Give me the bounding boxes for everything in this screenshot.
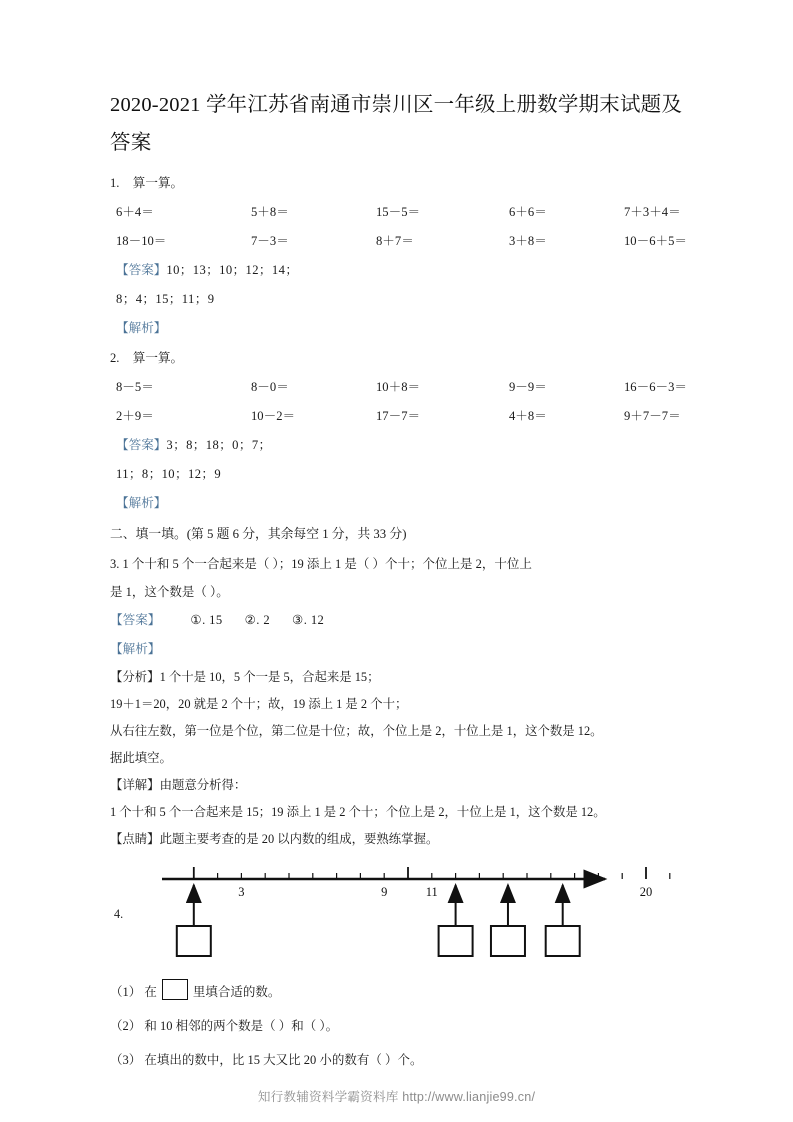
question-1-row-1 bbox=[110, 198, 690, 227]
calc-expression: 9＋7－7＝ bbox=[624, 409, 681, 423]
calc-expression: 8＋7＝ bbox=[376, 234, 414, 248]
axis-ticks bbox=[194, 867, 670, 879]
calc-expression: 6＋6＝ bbox=[509, 205, 547, 219]
answer-box[interactable] bbox=[546, 926, 580, 956]
calc-expression: 8－5＝ bbox=[116, 380, 154, 394]
fenxi-text: 1 个十是 10，5 个一是 5，合起来是 15； bbox=[159, 670, 380, 684]
answer-box[interactable] bbox=[439, 926, 473, 956]
question-block-2 bbox=[110, 343, 690, 518]
question-3-text-1: 1 个十和 5 个一合起来是（ ）；19 添上 1 是（ ）个十；个位上是 2，十位上 bbox=[122, 557, 532, 571]
calc-expression: 18－10＝ bbox=[116, 234, 167, 248]
xiangjie-line-1 bbox=[110, 772, 690, 799]
calc-expression: 3＋8＝ bbox=[509, 234, 547, 248]
question-3-dianjing-line bbox=[110, 826, 690, 853]
question-3-line-2: 是 1，这个数是（ ）。 bbox=[110, 585, 229, 599]
axis-tick-labels bbox=[238, 885, 652, 899]
question-2-header bbox=[110, 343, 690, 373]
answer-box[interactable] bbox=[177, 926, 211, 956]
question-block-3 bbox=[110, 550, 690, 853]
question-1-header bbox=[110, 168, 690, 198]
xiangjie-line-2: 1 个十和 5 个一合起来是 15；19 添上 1 是 2 个十；个位上是 2，十位上是 1，这个数是 12。 bbox=[110, 805, 606, 819]
number-line-diagram bbox=[150, 863, 653, 975]
calc-expression: 8－0＝ bbox=[251, 380, 289, 394]
question-4-sub-2 bbox=[110, 1009, 690, 1043]
question-1-answer-line-1 bbox=[110, 256, 690, 285]
calc-expression: 15－5＝ bbox=[376, 205, 421, 219]
question-3-number: 3. bbox=[110, 557, 120, 571]
calc-expression: 10－2＝ bbox=[251, 409, 296, 423]
answer-values: 3；8；18；0；7； bbox=[166, 438, 272, 452]
analysis-label: 【解析】 bbox=[116, 321, 167, 335]
dianjing-label: 【点睛】 bbox=[110, 832, 160, 846]
calc-expression: 7－3＝ bbox=[251, 234, 289, 248]
answer-box[interactable] bbox=[491, 926, 525, 956]
fenxi-line-1 bbox=[110, 664, 690, 691]
question-2-answer-line-1 bbox=[110, 431, 690, 460]
axis-tick-label: 3 bbox=[238, 885, 245, 899]
axis-tick-label: 9 bbox=[381, 885, 388, 899]
answer-item-2: ②. 2 bbox=[244, 613, 271, 627]
question-2-number: 2. bbox=[110, 351, 120, 365]
question-2-analysis-line bbox=[110, 489, 690, 518]
answer-arrows bbox=[194, 885, 563, 926]
analysis-label: 【解析】 bbox=[110, 642, 161, 656]
document-content bbox=[110, 86, 690, 1077]
calc-expression: 10＋8＝ bbox=[376, 380, 421, 394]
question-4-sub-1 bbox=[110, 975, 690, 1009]
answer-item-3: ③. 12 bbox=[292, 613, 325, 627]
answer-box-icon bbox=[162, 979, 188, 1000]
calc-expression: 5＋8＝ bbox=[251, 205, 289, 219]
question-2-answer-line-2 bbox=[110, 460, 690, 489]
analysis-label: 【解析】 bbox=[116, 496, 167, 510]
calc-expression: 6＋4＝ bbox=[116, 205, 154, 219]
question-1-answer-line-2 bbox=[110, 285, 690, 314]
calc-expression: 2＋9＝ bbox=[116, 409, 154, 423]
question-2-row-2 bbox=[110, 402, 690, 431]
calc-expression: 17－7＝ bbox=[376, 409, 421, 423]
fenxi-line-4: 据此填空。 bbox=[110, 751, 172, 765]
fenxi-label: 【分析】 bbox=[110, 670, 160, 684]
sub-2-id: （2） bbox=[110, 1019, 142, 1033]
fenxi-line-3: 从右往左数，第一位是个位，第二位是十位；故，个位上是 2，十位上是 1，这个数是 12。 bbox=[110, 724, 603, 738]
answer-boxes bbox=[177, 926, 580, 956]
question-1-prompt: 算一算。 bbox=[132, 176, 184, 190]
answer-item-1: ①. 15 bbox=[190, 613, 223, 627]
xiangjie-text: 由题意分析得： bbox=[159, 778, 247, 792]
sub-3-text: 在填出的数中，比 15 大又比 20 小的数有（ ）个。 bbox=[144, 1053, 423, 1067]
xiangjie-label: 【详解】 bbox=[110, 778, 160, 792]
sub-1-after: 里填合适的数。 bbox=[192, 985, 281, 999]
dianjing-text: 此题主要考查的是 20 以内数的组成，要熟练掌握。 bbox=[159, 832, 439, 846]
sub-3-id: （3） bbox=[110, 1053, 142, 1067]
question-1-row-2 bbox=[110, 227, 690, 256]
fenxi-line-2: 19＋1＝20，20 就是 2 个十；故，19 添上 1 是 2 个十； bbox=[110, 697, 408, 711]
question-2-row-1 bbox=[110, 373, 690, 402]
answer-values: 8；4；15；11；9 bbox=[116, 292, 215, 306]
question-1-number: 1. bbox=[110, 176, 120, 190]
footer-watermark: 知行教辅资料学霸资料库 http://www.lianjie99.cn/ bbox=[257, 1090, 536, 1104]
question-4-number: 4. bbox=[114, 907, 124, 921]
question-3-line-1 bbox=[110, 550, 690, 578]
answer-label: 【答案】 bbox=[116, 438, 167, 452]
question-4-sub-3 bbox=[110, 1043, 690, 1077]
question-block-1 bbox=[110, 168, 690, 343]
answer-label: 【答案】 bbox=[110, 613, 161, 627]
axis-tick-label: 20 bbox=[639, 885, 653, 899]
question-3-analysis-line bbox=[110, 635, 690, 664]
sub-1-before: 在 bbox=[144, 985, 157, 999]
calc-expression: 4＋8＝ bbox=[509, 409, 547, 423]
question-3-answer-line bbox=[110, 606, 690, 635]
calc-expression: 9－9＝ bbox=[509, 380, 547, 394]
section-2-heading: 二、填一填。(第 5 题 6 分，其余每空 1 分，共 33 分) bbox=[110, 527, 407, 541]
question-2-prompt: 算一算。 bbox=[132, 351, 184, 365]
question-1-analysis-line bbox=[110, 314, 690, 343]
answer-label: 【答案】 bbox=[116, 263, 167, 277]
answer-values: 11；8；10；12；9 bbox=[116, 467, 222, 481]
question-3-xiangjie-block bbox=[110, 772, 690, 826]
page-title: 2020-2021 学年江苏省南通市崇川区一年级上册数学期末试题及答案 bbox=[110, 94, 683, 154]
answer-values: 10；13；10；12；14； bbox=[166, 263, 299, 277]
axis-tick-label: 11 bbox=[425, 885, 438, 899]
question-3-fenxi-block bbox=[110, 664, 690, 772]
sub-2-text: 和 10 相邻的两个数是（ ）和（ ）。 bbox=[144, 1019, 339, 1033]
question-4-figure bbox=[110, 863, 690, 975]
sub-1-id: （1） bbox=[110, 985, 142, 999]
calc-expression: 16－6－3＝ bbox=[624, 380, 687, 394]
calc-expression: 7＋3＋4＝ bbox=[624, 205, 681, 219]
calc-expression: 10－6＋5＝ bbox=[624, 234, 687, 248]
